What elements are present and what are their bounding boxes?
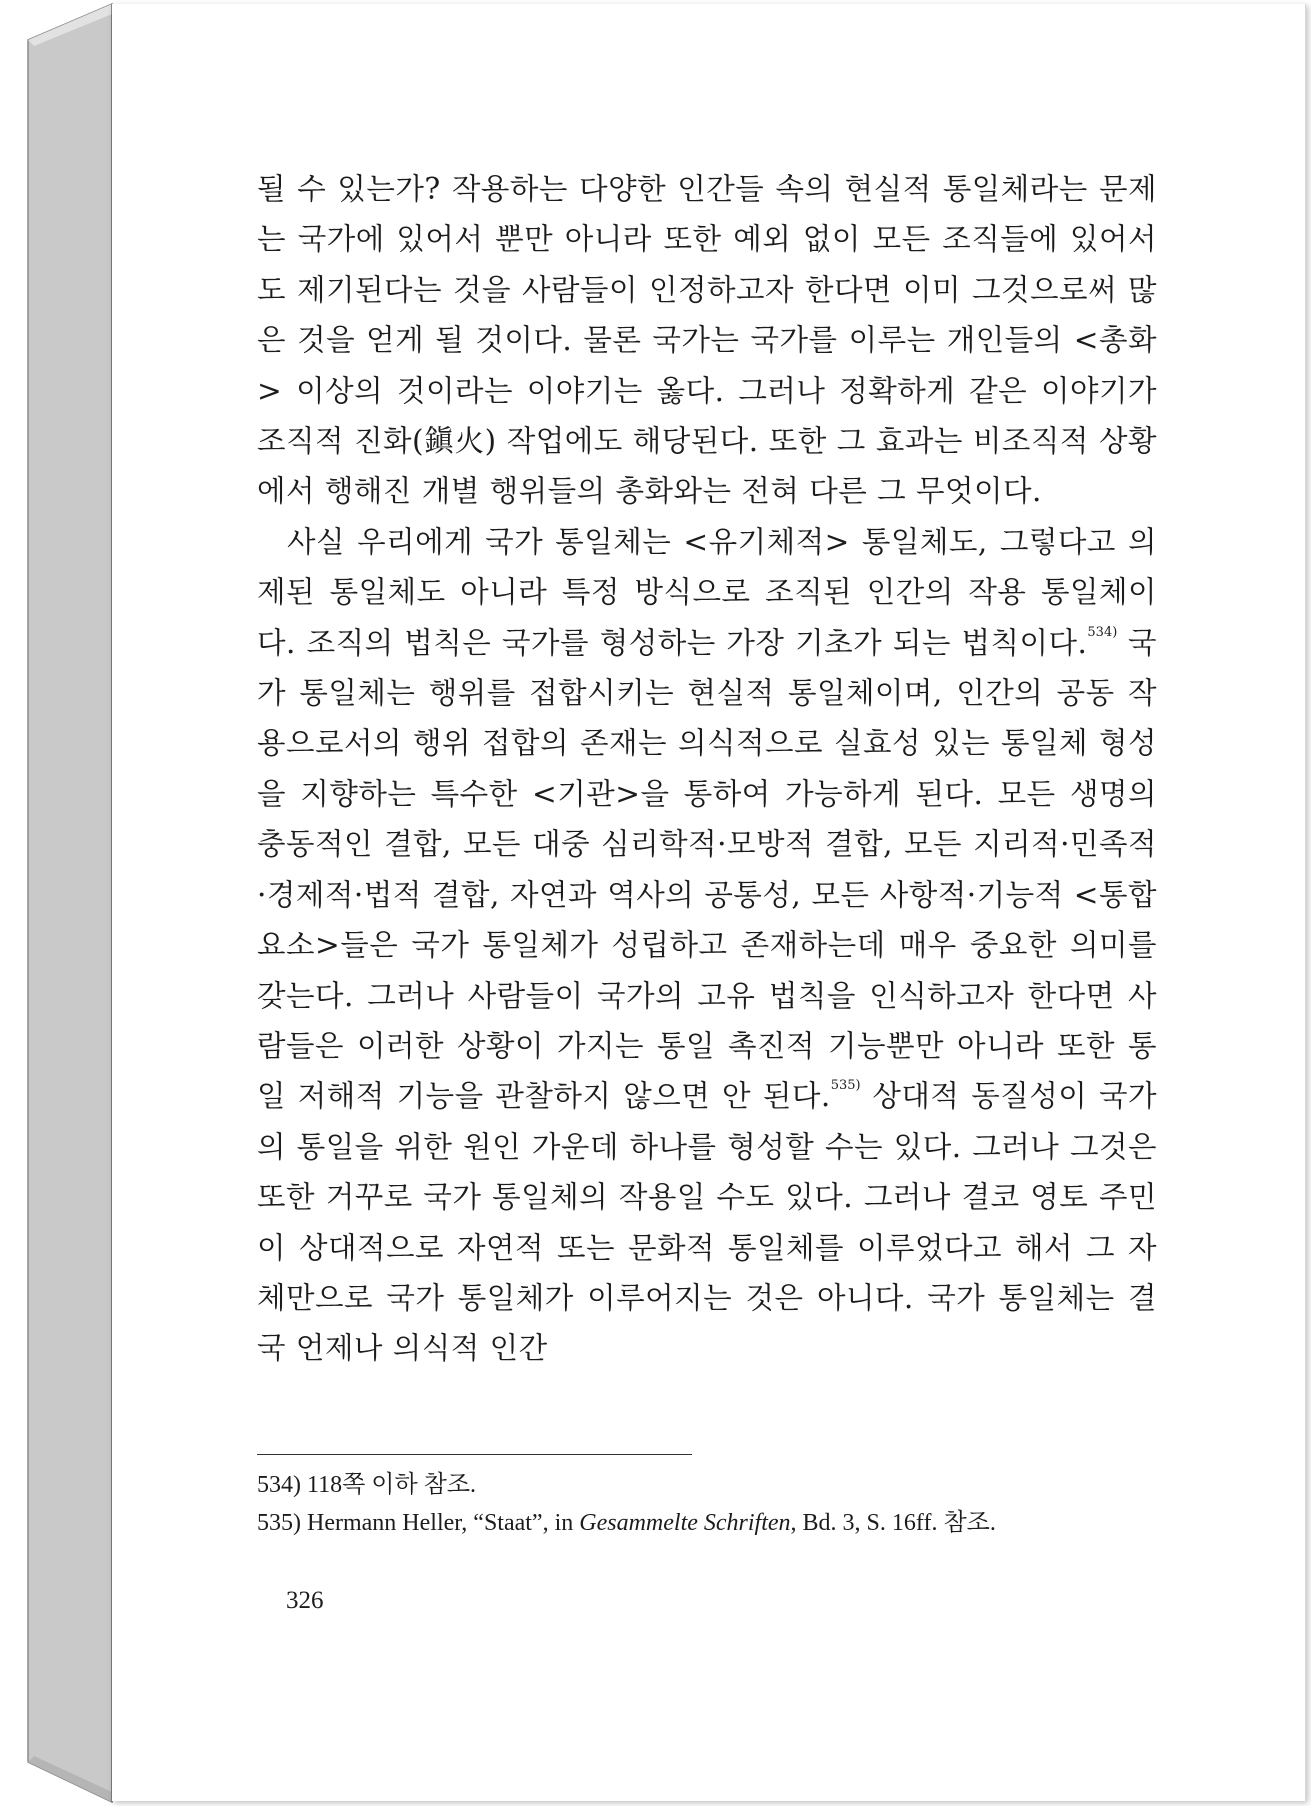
footnotes xyxy=(257,1466,1197,1542)
footnote-535-prefix: 535) Hermann Heller, “Staat”, in xyxy=(257,1510,580,1536)
footnote-ref-535: 535) xyxy=(830,1078,861,1094)
footnote-535-title: Gesammelte Schriften xyxy=(579,1510,791,1536)
footnote-divider xyxy=(257,1454,692,1455)
book-page xyxy=(112,4,1306,1801)
paragraph-2-part-b: 국가 통일체는 행위를 접합시키는 현실적 통일체이며, 인간의 공동 작용으로서의 행위 접합의 존재는 의식적으로 실효성 있는 통일체 형성을 지향하는 특수한 <기관>을 통하여 가능하게 된다. 모든 생명의 충동적인 결합, 모든 대중 심리학적·모방적 결합, 모든 지리적·민족적·경제적·법적 결합, 자연과 역사의 공통성, 모든 사항적·기능적 <통합 요소>들은 국가 통일체가 성립하고 존재하는데 매우 중요한 의미를 갖는다. 그러나 사람들이 국가의 고유 법칙을 인식하고자 한다면 사람들은 이러한 상황이 가지는 통일 촉진적 기능뿐만 아니라 또한 통일 저해적 기능을 관찰하지 않으면 안 된다. xyxy=(257,625,1158,1114)
paragraph-2 xyxy=(257,517,1157,1374)
footnote-535-suffix: , Bd. 3, S. 16ff. 참조. xyxy=(790,1510,996,1536)
paragraph-1: 될 수 있는가? 작용하는 다양한 인간들 속의 현실적 통일체라는 문제는 국가에 있어서 뿐만 아니라 또한 예외 없이 모든 조직들에 있어서도 제기된다는 것을 사람들이 인정하고자 한다면 이미 그것으로써 많은 것을 얻게 될 것이다. 물론 국가는 국가를 이루는 개인들의 <총화> 이상의 것이라는 이야기는 옳다. 그러나 정확하게 같은 이야기가 조직적 진화(鎭火) 작업에도 해당된다. 또한 그 효과는 비조직적 상황에서 행해진 개별 행위들의 총화와는 전혀 다른 그 무엇이다. xyxy=(257,172,1157,509)
paragraph-2-part-a: 사실 우리에게 국가 통일체는 <유기체적> 통일체도, 그렇다고 의제된 통일체도 아니라 특정 방식으로 조직된 인간의 작용 통일체이다. 조직의 법칙은 국가를 형성하는 가장 기초가 되는 법칙이다. xyxy=(257,524,1157,660)
paragraph-2-part-c: 상대적 동질성이 국가의 통일을 위한 원인 가운데 하나를 형성할 수는 있다. 그러나 그것은 또한 거꾸로 국가 통일체의 작용일 수도 있다. 그러나 결코 영토 주민이 상대적으로 자연적 또는 문화적 통일체를 이루었다고 해서 그 자체만으로 국가 통일체가 이루어지는 것은 아니다. 국가 통일체는 결국 언제나 의식적 인간 xyxy=(257,1079,1158,1366)
footnote-534: 534) 118쪽 이하 참조. xyxy=(257,1472,477,1498)
body-text xyxy=(257,164,1157,1374)
footnote-ref-534: 534) xyxy=(1087,624,1118,640)
page-number: 326 xyxy=(286,1587,324,1614)
footnote-535 xyxy=(257,1504,1197,1542)
